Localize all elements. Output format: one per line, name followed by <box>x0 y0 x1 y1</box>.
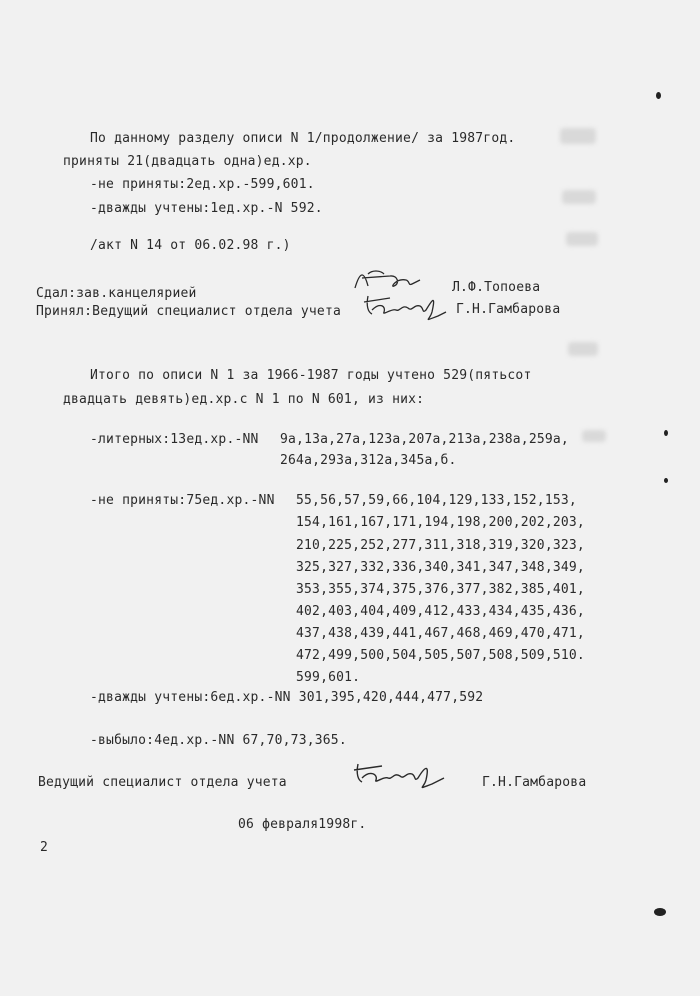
signature-gambarova-bottom <box>352 756 452 796</box>
bleed-mark <box>566 232 598 246</box>
not-accepted-row: 55,56,57,59,66,104,129,133,152,153, <box>296 493 577 508</box>
received-label: Принял:Ведущий специалист отдела учета <box>36 304 342 319</box>
document-date: 06 февраля1998г. <box>238 817 367 832</box>
bleed-mark <box>582 430 606 442</box>
handed-over-name: Л.Ф.Топоева <box>452 280 541 295</box>
binding-mark <box>654 908 666 916</box>
binding-mark <box>664 478 668 483</box>
not-accepted-row: 437,438,439,441,467,468,469,470,471, <box>296 626 585 641</box>
twice-counted-line: -дважды учтены:1ед.хр.-N 592. <box>90 201 323 216</box>
received-name: Г.Н.Гамбарова <box>456 302 561 317</box>
intro-line: По данному разделу описи N 1/продолжение/ за 1987год. <box>90 131 516 146</box>
not-accepted-row: 402,403,404,409,412,433,434,435,436, <box>296 604 585 619</box>
twice-counted-list: -дважды учтены:6ед.хр.-NN 301,395,420,444,477,592 <box>90 690 484 705</box>
bleed-mark <box>562 190 596 204</box>
accepted-line: приняты 21(двадцать одна)ед.хр. <box>63 154 312 169</box>
literal-row: 9а,13а,27а,123а,207а,213а,238а,259а, <box>280 432 569 447</box>
not-accepted-row: 325,327,332,336,340,341,347,348,349, <box>296 560 585 575</box>
not-accepted-row: 472,499,500,504,505,507,508,509,510. <box>296 648 585 663</box>
binding-mark <box>664 430 668 436</box>
not-accepted-row: 210,225,252,277,311,318,319,320,323, <box>296 538 585 553</box>
act-line: /акт N 14 от 06.02.98 г.) <box>90 238 291 253</box>
not-accepted-row: 599,601. <box>296 670 361 685</box>
dropped-list: -выбыло:4ед.хр.-NN 67,70,73,365. <box>90 733 347 748</box>
not-accepted-row: 353,355,374,375,376,377,382,385,401, <box>296 582 585 597</box>
bleed-mark <box>560 128 596 144</box>
handed-over-label: Сдал:зав.канцелярией <box>36 286 197 301</box>
literal-row: 264а,293а,312а,345а,б. <box>280 453 457 468</box>
not-accepted-line: -не приняты:2ед.хр.-599,601. <box>90 177 315 192</box>
summary-line-1: Итого по описи N 1 за 1966-1987 годы учтено 529(пятьсот <box>90 368 532 383</box>
footer-name: Г.Н.Гамбарова <box>482 775 587 790</box>
page-number: 2 <box>40 840 49 855</box>
not-accepted-row: 154,161,167,171,194,198,200,202,203, <box>296 515 585 530</box>
footer-position: Ведущий специалист отдела учета <box>38 775 287 790</box>
summary-line-2: двадцать девять)ед.хр.с N 1 по N 601, из них: <box>63 392 425 407</box>
binding-mark <box>656 92 661 99</box>
bleed-mark <box>568 342 598 356</box>
not-accepted-prefix: -не приняты:75ед.хр.-NN <box>90 493 275 508</box>
literal-prefix: -литерных:13ед.хр.-NN <box>90 432 259 447</box>
signature-gambarova-top <box>362 290 452 326</box>
